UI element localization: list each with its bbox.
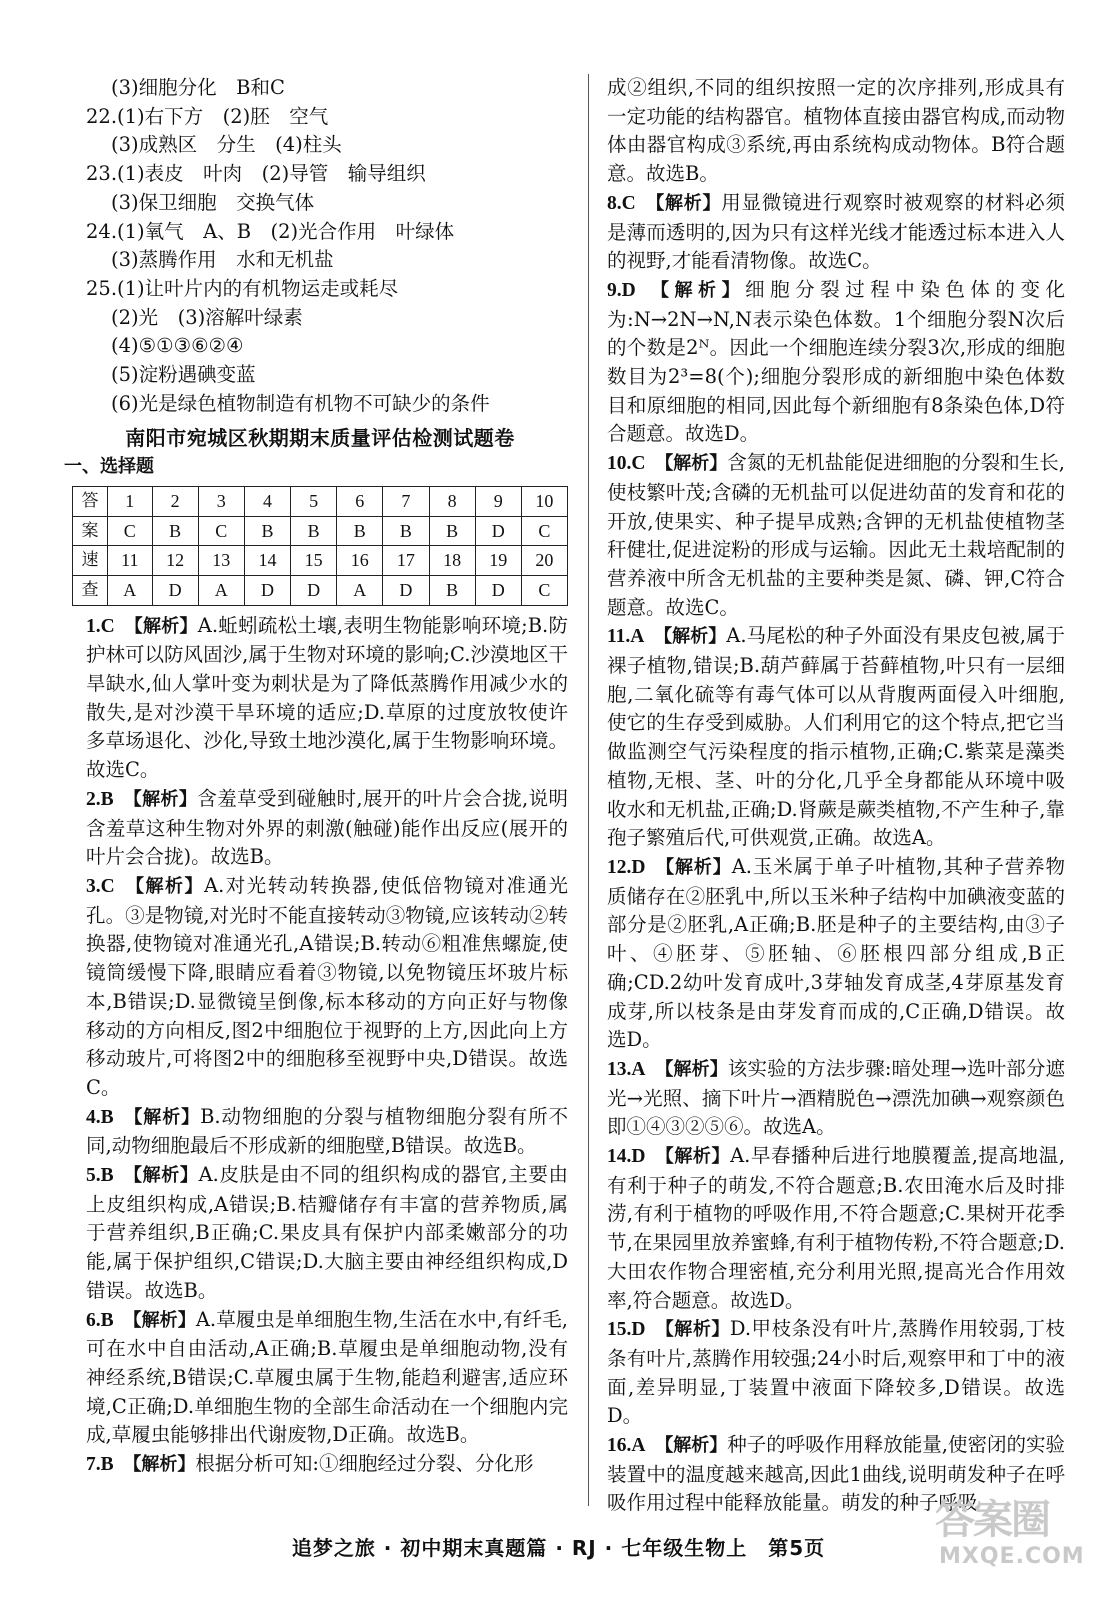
table-cell: D <box>475 516 521 546</box>
analysis-tag: 【解析】 <box>645 192 722 214</box>
explanation-item <box>607 449 1065 622</box>
table-cell: 13 <box>198 546 244 576</box>
explanation-text: 成②组织,不同的组织按照一定的次序排列,形成具有一定功能的结构器官。植物体直接由器官构成,而动物体由器官构成③系统,再由系统构成动物体。B符合题意。故选B。 <box>607 76 1065 186</box>
question-answer: 11.A <box>607 626 645 648</box>
table-cell: 19 <box>475 546 521 576</box>
explanation-item <box>607 189 1065 276</box>
table-label: 速 <box>73 546 108 576</box>
table-cell: C <box>198 516 244 546</box>
explanation-item <box>607 853 1065 1055</box>
answer-line: (3)保卫细胞 交换气体 <box>111 190 315 214</box>
table-cell: B <box>383 516 429 546</box>
answer-line: (6)光是绿色植物制造有机物不可缺少的条件 <box>111 391 490 415</box>
explanation-text: 细胞分裂过程中染色体的变化为:N→2N→N,N表示染色体数。1个细胞分裂N次后的个数是2ᴺ。因此一个细胞连续分裂3次,形成的细胞数目为2³=8(个);细胞分裂形成的新细胞中染色体数目和原细胞的相同,因此每个新细胞有8条染色体,D符合题意。故选D。 <box>607 277 1065 446</box>
explanation-text: 该实验的方法步骤:暗处理→选叶部分遮光→光照、摘下叶片→酒精脱色→漂洗加碘→观察颜色即①④③②⑤⑥。故选A。 <box>607 1056 1065 1139</box>
watermark-text: 答案圈 <box>935 1497 1049 1543</box>
explanation-text: A.早春播种后进行地膜覆盖,提高地温,有利于种子的萌发,不符合题意;B.农田淹水后及时排涝,有利于植物的呼吸作用,不符合题意;C.果树开花季节,在果园里放养蜜蜂,有利于植物传粉,不符合题意;D.大田农作物合理密植,充分利用光照,提高光合作用效率,符合题意。故选D。 <box>607 1144 1066 1312</box>
table-cell: 10 <box>521 486 567 516</box>
question-answer: 4.B <box>86 1106 114 1128</box>
question-answer: 1.C <box>86 615 115 637</box>
column-divider <box>588 74 589 1506</box>
question-answer: 15.D <box>607 1319 646 1341</box>
explanation-item <box>607 1055 1065 1142</box>
table-cell: B <box>244 516 290 546</box>
table-cell: 1 <box>108 486 153 516</box>
table-cell: C <box>521 575 567 605</box>
question-answer: 13.A <box>607 1058 646 1080</box>
explanation-text: 含羞草受到碰触时,展开的叶片会合拢,说明含羞草这种生物对外界的刺激(触碰)能作出反应(展开的叶片会合拢)。故选B。 <box>86 786 568 869</box>
analysis-tag: 【解析】 <box>123 1106 201 1128</box>
question-answer: 5.B <box>86 1165 114 1187</box>
question-answer: 12.D <box>607 856 646 878</box>
table-cell: 6 <box>337 486 383 516</box>
explanation-text: A.玉米属于单子叶植物,其种子营养物质储存在②胚乳中,所以玉米种子结构中加碘液变蓝的部分是②胚乳,A正确;B.胚是种子的主要结构,由③子叶、④胚芽、⑤胚轴、⑥胚根四部分组成,B正确;CD.2幼叶发育成叶,3芽轴发育成茎,4芽原基发育成芽,所以枝条是由芽发育而成的,C正确,D错误。故选D。 <box>607 854 1066 1052</box>
answer-line: (3)蒸腾作用 水和无机盐 <box>111 248 334 272</box>
table-cell: 18 <box>429 546 475 576</box>
table-cell: 14 <box>244 546 290 576</box>
explanation-text: D.甲枝条没有叶片,蒸腾作用较弱,丁枝条有叶片,蒸腾作用较强;24小时后,观察甲和丁中的液面,差异明显,丁装置中液面下降较多,D错误。故选D。 <box>607 1317 1065 1428</box>
table-cell: 20 <box>521 546 567 576</box>
explanation-item <box>607 276 1065 449</box>
analysis-tag: 【解析】 <box>124 615 198 637</box>
explanation-item <box>86 785 568 872</box>
answer-line: (5)淀粉遇碘变蓝 <box>111 363 256 387</box>
table-label: 案 <box>73 516 108 546</box>
table-label: 答 <box>73 486 108 516</box>
explanation-text: A.蚯蚓疏松土壤,表明生物能影响环境;B.防护林可以防风固沙,属于生物对环境的影响;C.沙漠地区干旱缺水,仙人掌叶变为刺状是为了降低蒸腾作用减少水的散失,是对沙漠干旱环境的适应;D.草原的过度放牧使许多草场退化、沙化,导致土地沙漠化,属于生物影响环境。故选C。 <box>86 613 569 782</box>
explanation-text: A.对光转动转换器,使低倍物镜对准通光孔。③是物镜,对光时不能直接转动③物镜,应该转动②转换器,使物镜对准通光孔,A错误;B.转动⑥粗准焦螺旋,使镜筒缓慢下降,眼睛应看着③物镜,以免物镜压坏玻片标本,B错误;D.显微镜呈倒像,标本移动的方向正好与物像移动的方向相反,图2中细胞位于视野的上方,因此向上方移动玻片,可将图2中的细胞移至视野中央,D错误。故选C。 <box>86 873 569 1099</box>
question-answer: 9.D <box>607 279 636 301</box>
answer-line: (2)光 (3)溶解叶绿素 <box>111 305 303 329</box>
question-answer: 8.C <box>607 192 636 214</box>
explanation-item <box>86 1306 568 1451</box>
analysis-tag: 【解析】 <box>123 1454 196 1476</box>
table-cell: 7 <box>383 486 429 516</box>
analysis-tag: 【解析】 <box>655 1435 728 1457</box>
table-cell: A <box>337 575 383 605</box>
question-answer: 16.A <box>607 1435 646 1457</box>
question-answer: 7.B <box>86 1454 114 1476</box>
explanation-item <box>607 622 1065 853</box>
explanation-item <box>607 1315 1065 1431</box>
question-answer: 2.B <box>86 788 114 810</box>
analysis-tag: 【解析】 <box>655 453 728 475</box>
analysis-tag: 【解析】 <box>655 1146 731 1168</box>
table-cell: 4 <box>244 486 290 516</box>
watermark-url: MXQE.COM <box>939 1544 1085 1569</box>
explanation-text: B.动物细胞的分裂与植物细胞分裂有所不同,动物细胞最后不形成新的细胞壁,B错误。故选B。 <box>86 1104 569 1158</box>
table-cell: 3 <box>198 486 244 516</box>
answer-line: 24.(1)氧气 A、B (2)光合作用 叶绿体 <box>86 219 455 243</box>
answer-line: (3)细胞分化 B和C <box>111 76 285 99</box>
right-explanations <box>607 74 1065 1518</box>
analysis-tag: 【解析】 <box>123 788 198 810</box>
analysis-tag: 【解析】 <box>655 856 732 878</box>
table-cell: 17 <box>383 546 429 576</box>
table-cell: 9 <box>475 486 521 516</box>
table-cell: B <box>429 516 475 546</box>
left-explanations <box>86 612 568 1480</box>
table-cell: 2 <box>152 486 198 516</box>
answer-line: (4)⑤①③⑥②④ <box>111 334 244 358</box>
explanation-text: 含氮的无机盐能促进细胞的分裂和生长,使枝繁叶茂;含磷的无机盐可以促进幼苗的发育和花的开放,使果实、种子提早成熟;含钾的无机盐使植物茎秆健壮,促进淀粉的形成与运输。因此无土栽培配制的营养液中所含无机盐的主要种类是氮、磷、钾,C符合题意。故选C。 <box>607 451 1066 619</box>
table-label: 查 <box>73 575 108 605</box>
watermark-logo <box>935 1486 1095 1586</box>
table-cell: A <box>198 575 244 605</box>
left-column <box>64 74 569 1480</box>
table-cell: 15 <box>291 546 337 576</box>
explanation-text: A.马尾松的种子外面没有果皮包被,属于裸子植物,错误;B.葫芦藓属于苔藓植物,叶只有一层细胞,二氧化硫等有毒气体可以从背腹两面侵入叶细胞,使它的生存受到威胁。人们利用它的这个特点,把它当做监测空气污染程度的指示植物,正确;C.紫菜是藻类植物,无根、茎、叶的分化,几乎全身都能从环境中吸收水和无机盐,正确;D.肾蕨是蕨类植物,不产生种子,靠孢子繁殖后代,可供观赏,正确。故选A。 <box>607 624 1066 850</box>
answer-quick-table <box>72 486 568 606</box>
right-column <box>607 74 1065 1518</box>
explanation-item <box>86 612 568 785</box>
table-cell: 12 <box>152 546 198 576</box>
analysis-tag: 【解析】 <box>123 1309 196 1331</box>
page-footer: 追梦之旅 · 初中期末真题篇 · RJ · 七年级生物上 第5页 <box>291 1536 826 1560</box>
question-answer: 10.C <box>607 453 646 475</box>
choice-subhead: 一、选择题 <box>64 456 154 478</box>
answer-line: 23.(1)表皮 叶肉 (2)导管 输导组织 <box>86 162 426 186</box>
explanation-text: A.皮肤是由不同的组织构成的器官,主要由上皮组织构成,A错误;B.桔瓣储存有丰富的营养物质,属于营养组织,B正确;C.果皮具有保护内部柔嫩部分的功能,属于保护组织,C错误;D.大脑主要由神经组织构成,D错误。故选B。 <box>86 1163 569 1302</box>
table-cell: 5 <box>291 486 337 516</box>
analysis-tag: 【解析】 <box>124 875 204 897</box>
table-cell: B <box>152 516 198 546</box>
analysis-tag: 【解析】 <box>655 1058 728 1080</box>
answer-line: (3)成熟区 分生 (4)柱头 <box>111 133 342 157</box>
table-cell: 8 <box>429 486 475 516</box>
question-answer: 6.B <box>86 1309 114 1331</box>
analysis-tag: 【解析】 <box>654 626 727 648</box>
table-cell: 16 <box>337 546 383 576</box>
analysis-tag: 【解析】 <box>123 1165 199 1187</box>
table-cell: C <box>108 516 153 546</box>
explanation-item <box>607 74 1065 189</box>
table-cell: C <box>521 516 567 546</box>
question-answer: 14.D <box>607 1146 646 1168</box>
explanation-item <box>86 1103 568 1161</box>
explanation-text: 根据分析可知:①细胞经过分裂、分化形 <box>195 1452 534 1476</box>
explanation-item <box>607 1142 1065 1315</box>
table-cell: A <box>108 575 153 605</box>
answer-line: 22.(1)右下方 (2)胚 空气 <box>86 104 329 128</box>
answer-lines-22-25 <box>86 74 568 418</box>
explanation-item <box>86 1450 568 1480</box>
table-cell: D <box>291 575 337 605</box>
table-cell: 11 <box>108 546 153 576</box>
table-cell: D <box>383 575 429 605</box>
table-cell: D <box>152 575 198 605</box>
explanation-text: A.草履虫是单细胞生物,生活在水中,有纤毛,可在水中自由活动,A正确;B.草履虫是单细胞动物,没有神经系统,B错误;C.草履虫属于生物,能趋利避害,适应环境,C正确;D.单细胞生物的全部生命活动在一个细胞内完成,草履虫能够排出代谢废物,D正确。故选B。 <box>86 1307 568 1447</box>
question-answer: 3.C <box>86 875 115 897</box>
table-cell: B <box>337 516 383 546</box>
table-cell: B <box>429 575 475 605</box>
analysis-tag: 【解析】 <box>655 1319 730 1341</box>
table-cell: B <box>291 516 337 546</box>
explanation-text: 用显微镜进行观察时被观察的材料必须是薄而透明的,因为只有这样光线才能透过标本进入人的视野,才能看清物像。故选C。 <box>607 190 1065 273</box>
explanation-item <box>86 872 568 1103</box>
analysis-tag: 【解析】 <box>645 279 746 301</box>
answer-line: 25.(1)让叶片内的有机物运走或耗尽 <box>86 276 399 300</box>
table-cell: D <box>475 575 521 605</box>
section-title: 南阳市宛城区秋期期末质量评估检测试题卷 <box>125 426 515 451</box>
explanation-text: 种子的呼吸作用释放能量,使密闭的实验装置中的温度越来越高,因此1曲线,说明萌发种子在呼吸作用过程中能释放能量。萌发的种子呼吸 <box>607 1433 1066 1515</box>
explanation-item <box>86 1161 568 1306</box>
table-cell: D <box>244 575 290 605</box>
